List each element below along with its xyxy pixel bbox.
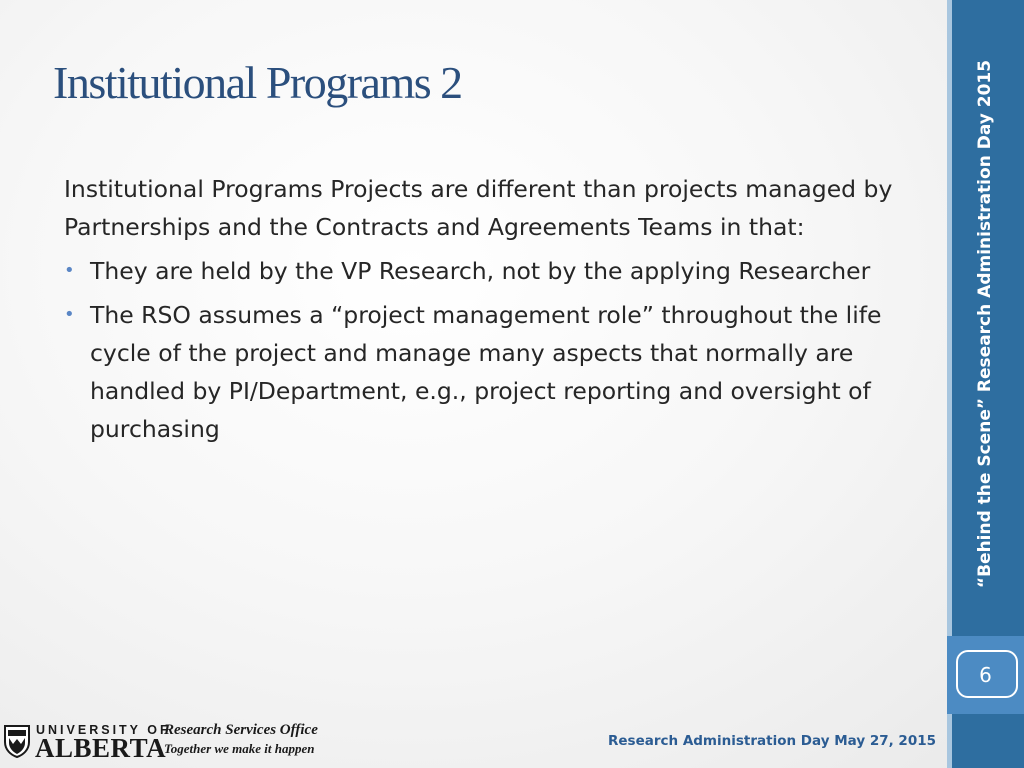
university-logo	[0, 722, 171, 763]
bullet-text: The RSO assumes a “project management role” throughout the life cycle of the project and manage many aspects that normally are handled by PI/Department, e.g., project reporting and oversight of purchasing	[90, 301, 882, 443]
logo-university-of: UNIVERSITY OF	[36, 723, 171, 737]
bullet-text: They are held by the VP Research, not by the applying Researcher	[90, 257, 871, 285]
slide-body	[64, 170, 914, 454]
slide-title: Institutional Programs 2	[53, 57, 462, 108]
office-block	[164, 721, 318, 759]
crest-icon	[3, 724, 31, 758]
sidebar-event-title: “Behind the Scene” Research Administration Day 2015	[975, 59, 995, 589]
office-tagline: Together we make it happen	[164, 741, 315, 756]
bullet-item	[64, 252, 914, 290]
bullet-icon: •	[64, 304, 75, 325]
intro-paragraph: Institutional Programs Projects are different than projects managed by Partnerships and the Contracts and Agreements Teams in that:	[64, 175, 893, 241]
logo-alberta: ALBERTA	[35, 733, 167, 763]
bullet-list	[64, 252, 914, 448]
office-name: Research Services Office	[164, 722, 318, 738]
bullet-item	[64, 296, 914, 448]
bullet-icon: •	[64, 260, 75, 281]
footer-date: Research Administration Day May 27, 2015	[608, 733, 937, 749]
page-number: 6	[979, 663, 992, 687]
